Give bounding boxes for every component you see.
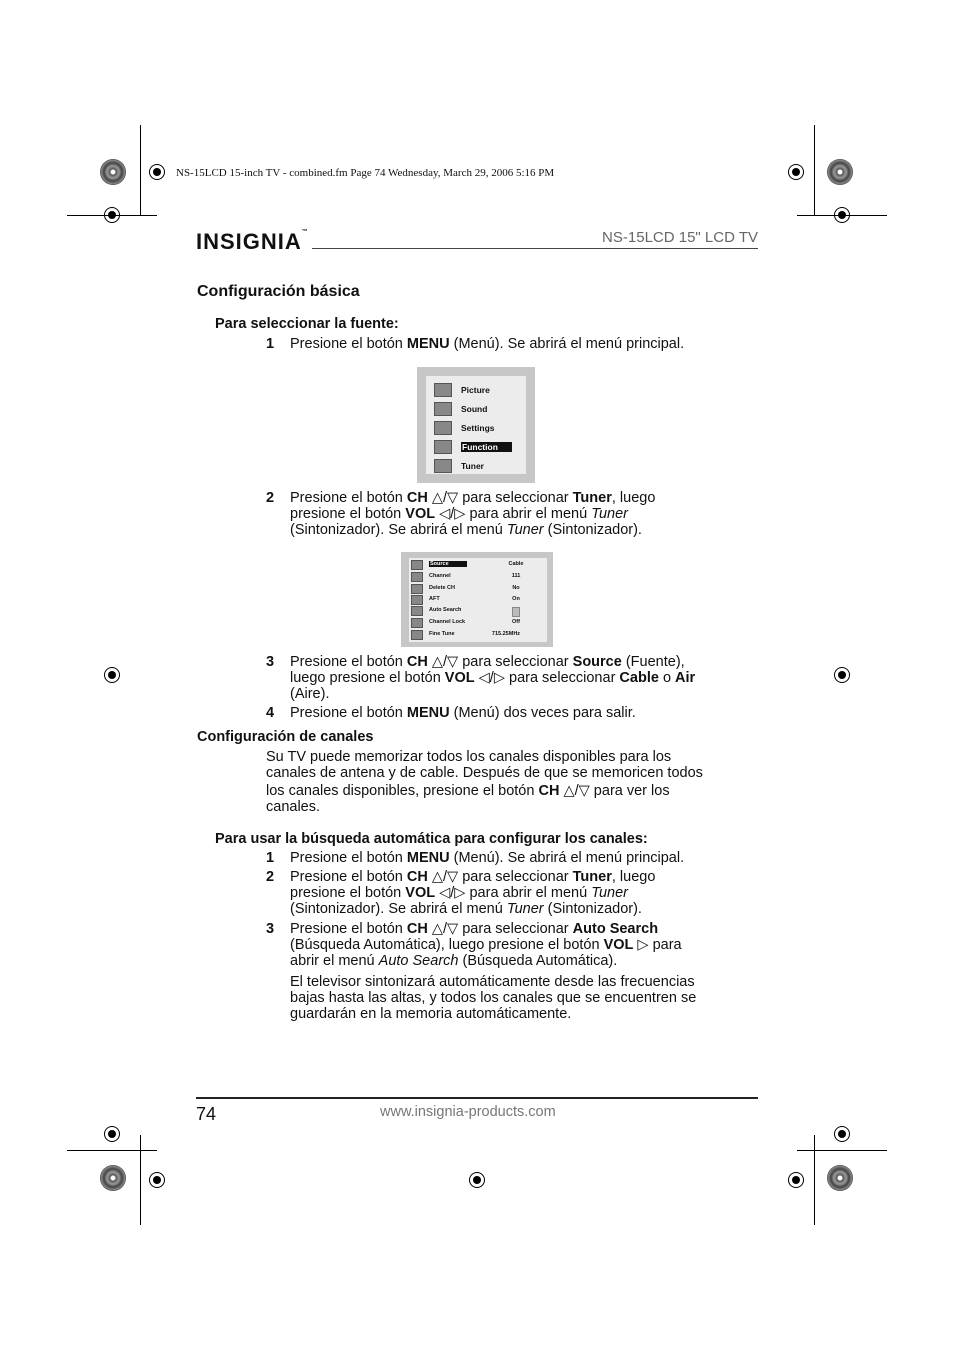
step-1: 1 Presione el botón MENU (Menú). Se abrirá el menú principal. bbox=[266, 336, 685, 352]
search-icon bbox=[411, 606, 423, 616]
subtitle-select-source: Para seleccionar la fuente: bbox=[215, 316, 399, 332]
tuner-menu-screenshot bbox=[401, 552, 553, 647]
auto-step-2: 2 Presione el botón CH △/▽ para seleccionar Tuner, luego presione el botón VOL ◁/▷ para abrir el menú Tuner (Sintonizador). Se abrirá el menú Tuner (Sintonizador). bbox=[266, 869, 656, 917]
main-menu-screenshot bbox=[417, 367, 535, 483]
tuner-row-source: Source Cable bbox=[411, 560, 545, 570]
sound-icon bbox=[434, 402, 452, 416]
footer-rule bbox=[196, 1097, 758, 1099]
channel-setup-paragraph: Su TV puede memorizar todos los canales disponibles para los canales de antena y de cable. Después de que se memoricen todos los canales disponibles, presione el botón CH △/▽ para ver los canales. bbox=[266, 749, 703, 815]
header-rule bbox=[312, 248, 758, 249]
picture-icon bbox=[434, 383, 452, 397]
tuner-row-aft: AFT On bbox=[411, 595, 545, 605]
source-icon bbox=[411, 560, 423, 570]
menu-item-tuner: Tuner bbox=[434, 459, 526, 473]
file-info: NS-15LCD 15-inch TV - combined.fm Page 74 Wednesday, March 29, 2006 5:16 PM bbox=[176, 167, 555, 179]
tuner-row-delete-ch: Delete CH No bbox=[411, 584, 545, 594]
model-name: NS-15LCD 15" LCD TV bbox=[602, 229, 758, 246]
tuner-icon bbox=[434, 459, 452, 473]
fine-tune-icon bbox=[411, 630, 423, 640]
registration-target-icon bbox=[104, 1126, 120, 1142]
page-number: 74 bbox=[196, 1104, 217, 1124]
tuner-row-channel: Channel 111 bbox=[411, 572, 545, 582]
crop-mark bbox=[140, 125, 141, 215]
registration-target-icon bbox=[834, 207, 850, 223]
registration-target-icon bbox=[149, 1172, 165, 1188]
menu-item-picture: Picture bbox=[434, 383, 526, 397]
crop-mark bbox=[67, 1150, 157, 1151]
menu-item-settings: Settings bbox=[434, 421, 526, 435]
registration-target-icon bbox=[788, 164, 804, 180]
registration-disc-icon bbox=[100, 1165, 126, 1191]
auto-step-1: 1 Presione el botón MENU (Menú). Se abrirá el menú principal. bbox=[266, 850, 685, 866]
step-3: 3 Presione el botón CH △/▽ para seleccionar Source (Fuente), luego presione el botón VOL ◁/▷ para seleccionar Cable o Air (Aire). bbox=[266, 654, 696, 702]
step-4: 4 Presione el botón MENU (Menú) dos veces para salir. bbox=[266, 705, 636, 721]
auto-step-3: 3 Presione el botón CH △/▽ para seleccionar Auto Search (Búsqueda Automática), luego presione el botón VOL ▷ para abrir el menú Auto Search (Búsqueda Automática). El televisor sintonizará automáticamente desde las frecuencias bajas hasta las altas, y todos los canales que se encuentren se guardarán en la memoria automáticamente. bbox=[266, 921, 697, 1022]
step-2: 2 Presione el botón CH △/▽ para seleccionar Tuner, luego presione el botón VOL ◁/▷ para abrir el menú Tuner (Sintonizador). Se abrirá el menú Tuner (Sintonizador). bbox=[266, 490, 656, 538]
lock-icon bbox=[411, 618, 423, 628]
brand-logo: INSIGNIA™ bbox=[196, 229, 309, 254]
registration-target-icon bbox=[834, 667, 850, 683]
function-icon bbox=[434, 440, 452, 454]
section-title-basic-setup: Configuración básica bbox=[197, 283, 360, 300]
subtitle-auto-search: Para usar la búsqueda automática para configurar los canales: bbox=[215, 831, 648, 847]
settings-icon bbox=[434, 421, 452, 435]
registration-disc-icon bbox=[827, 159, 853, 185]
crop-mark bbox=[814, 1135, 815, 1225]
registration-target-icon bbox=[104, 207, 120, 223]
crop-mark bbox=[140, 1135, 141, 1225]
delete-icon bbox=[411, 584, 423, 594]
auto-search-slot-icon bbox=[512, 607, 520, 617]
menu-item-function: Function bbox=[434, 440, 526, 454]
registration-disc-icon bbox=[827, 1165, 853, 1191]
aft-icon bbox=[411, 595, 423, 605]
website-link[interactable]: www.insignia-products.com bbox=[380, 1104, 556, 1120]
menu-item-sound: Sound bbox=[434, 402, 526, 416]
channel-icon bbox=[411, 572, 423, 582]
crop-mark bbox=[814, 125, 815, 215]
registration-disc-icon bbox=[100, 159, 126, 185]
tuner-row-auto-search: Auto Search bbox=[411, 606, 545, 616]
registration-target-icon bbox=[104, 667, 120, 683]
tuner-row-channel-lock: Channel Lock Off bbox=[411, 618, 545, 628]
registration-target-icon bbox=[149, 164, 165, 180]
registration-target-icon bbox=[788, 1172, 804, 1188]
registration-target-icon bbox=[834, 1126, 850, 1142]
section-title-channel-setup: Configuración de canales bbox=[197, 729, 374, 745]
registration-target-icon bbox=[469, 1172, 485, 1188]
tuner-row-fine-tune: Fine Tune 715.25MHz bbox=[411, 630, 545, 640]
crop-mark bbox=[797, 1150, 887, 1151]
